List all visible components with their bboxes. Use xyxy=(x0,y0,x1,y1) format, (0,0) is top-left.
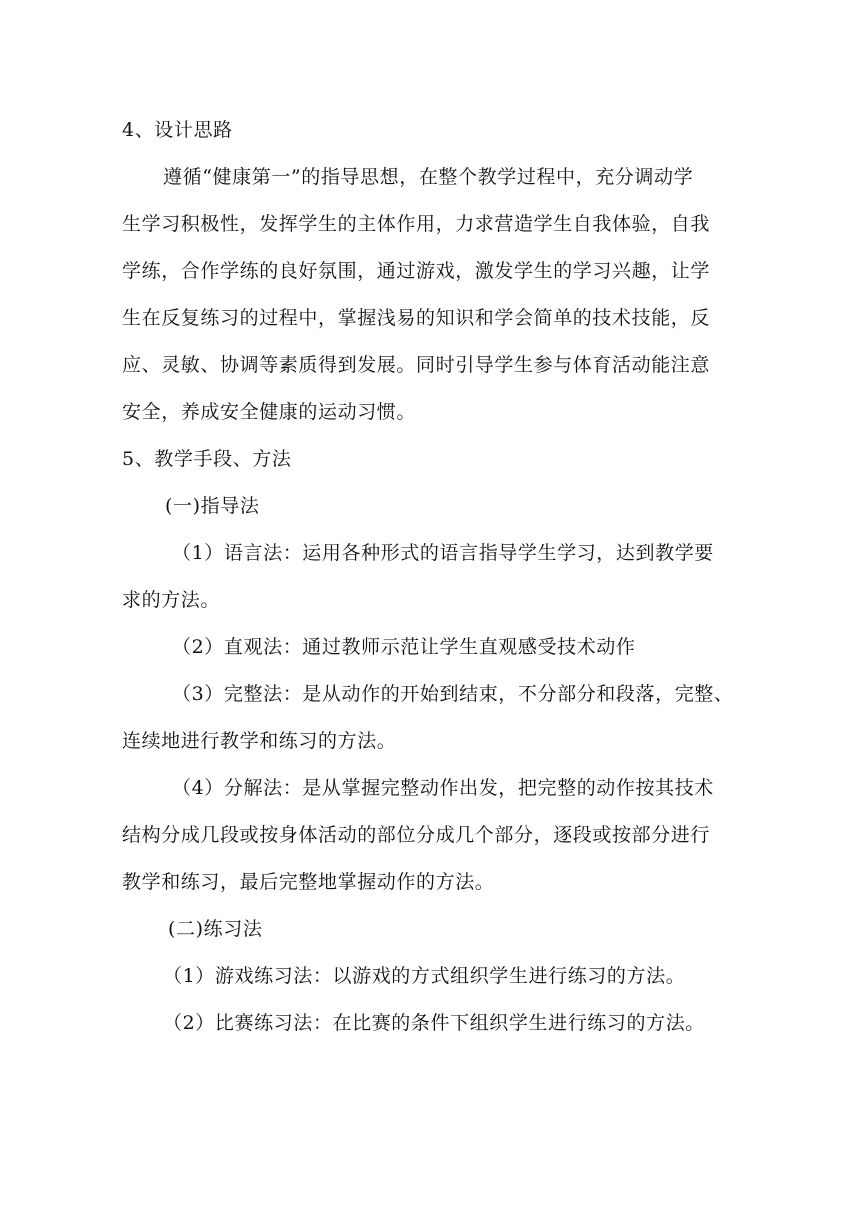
section-4-paragraph-line-1: 遵循“健康第一”的指导思想，在整个教学过程中，充分调动学 xyxy=(163,166,694,188)
guidance-item-4-line-2: 结构分成几段或按身体活动的部位分成几个部分，逐段或按部分进行 xyxy=(122,824,711,846)
guidance-item-1-line-2: 求的方法。 xyxy=(122,589,221,611)
practice-item-2: （2）比赛练习法：在比赛的条件下组织学生进行练习的方法。 xyxy=(163,1012,705,1034)
section-4-paragraph-line-2: 生学习积极性，发挥学生的主体作用，力求营造学生自我体验，自我 xyxy=(122,213,711,235)
section-5-heading: 5、教学手段、方法 xyxy=(122,448,292,470)
guidance-item-4-line-1: （4）分解法：是从掌握完整动作出发，把完整的动作按其技术 xyxy=(172,777,714,799)
guidance-item-2: （2）直观法：通过教师示范让学生直观感受技术动作 xyxy=(172,636,636,658)
section-4-paragraph-line-3: 学练，合作学练的良好氛围，通过游戏，激发学生的学习兴趣，让学 xyxy=(122,260,711,282)
guidance-item-3-line-2: 连续地进行教学和练习的方法。 xyxy=(122,730,397,752)
practice-item-1: （1）游戏练习法：以游戏的方式组织学生进行练习的方法。 xyxy=(163,965,686,987)
guidance-item-3-line-1: （3）完整法：是从动作的开始到结束，不分部分和段落，完整、 xyxy=(172,683,734,705)
guidance-item-1-line-1: （1）语言法：运用各种形式的语言指导学生学习，达到教学要 xyxy=(172,542,714,564)
section-4-paragraph-line-4: 生在反复练习的过程中，掌握浅易的知识和学会简单的技术技能，反 xyxy=(122,307,711,329)
subsection-practice-heading: (二)练习法 xyxy=(168,918,263,940)
section-4-paragraph-line-5: 应、灵敏、协调等素质得到发展。同时引导学生参与体育活动能注意 xyxy=(122,354,711,376)
section-4-paragraph-line-6: 安全，养成安全健康的运动习惯。 xyxy=(122,401,417,423)
subsection-guidance-heading: (一)指导法 xyxy=(165,495,260,517)
guidance-item-4-line-3: 教学和练习，最后完整地掌握动作的方法。 xyxy=(122,871,495,893)
section-4-heading: 4、设计思路 xyxy=(122,119,233,141)
